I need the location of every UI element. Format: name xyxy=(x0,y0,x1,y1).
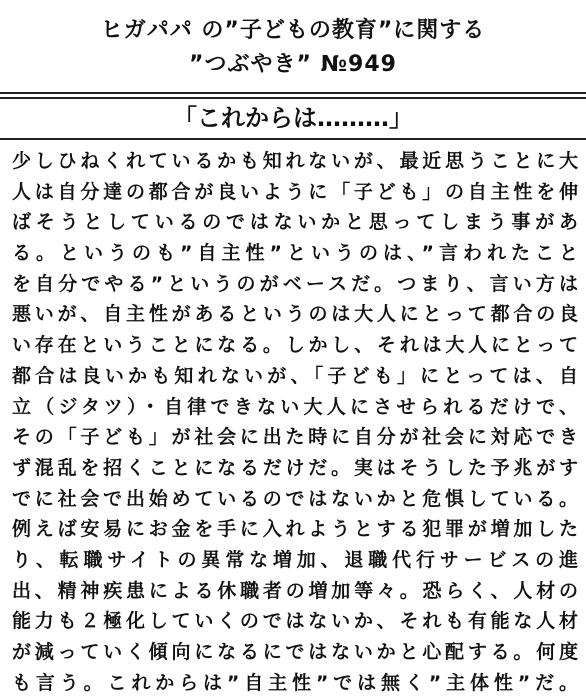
body-line: も言う。これからは”自主性”では無く”主体性”だ。 xyxy=(12,671,578,694)
body-line: でに社会で出始めているのではないかと危惧している。 xyxy=(12,487,578,510)
body-line: い存在ということになる。しかし、それは大人にとって xyxy=(12,334,578,357)
body-line: を自分でやる”というのがベースだ。つまり、言い方は xyxy=(12,272,578,295)
body-line: が減っていく傾向になるにではないかと心配する。何度 xyxy=(12,641,578,663)
body-line: 出、精神疾患による休職者の増加等々。恐らく、人材の xyxy=(12,579,578,602)
body-line: 都合は良いかも知れないが、「子ども」にとっては、自 xyxy=(12,364,578,387)
body-line: 人は自分達の都合が良いように「子ども」の自主性を伸 xyxy=(12,180,578,203)
header-divider-top xyxy=(0,92,586,94)
subtitle-divider xyxy=(0,138,586,140)
body-line: 少しひねくれているかも知れないが、最近思うことに大 xyxy=(12,150,578,172)
body-line: ず混乱を招くことになるだけだ。実はそうした予兆がす xyxy=(12,456,578,479)
page-header xyxy=(0,14,586,82)
body-line: その「子ども」が社会に出た時に自分が社会に対応でき xyxy=(12,426,578,449)
body-line: ばそうとしているのではないかと思ってしまう事があ xyxy=(12,211,578,234)
header-title-line-2: ”つぶやき” №949 xyxy=(189,52,397,77)
article-subtitle: 「これからは………」 xyxy=(173,104,413,132)
body-line: り、転職サイトの異常な増加、退職代行サービスの進 xyxy=(12,548,578,571)
body-line: 能力も２極化していくのではないか、それも有能な人材 xyxy=(12,610,578,633)
body-line: 立（ジタツ）・自律できない大人にさせられるだけで、 xyxy=(12,395,578,418)
body-line: 悪いが、自主性があるというのは大人にとって都合の良 xyxy=(12,303,578,326)
body-line: 例えば安易にお金を手に入れようとする犯罪が増加した xyxy=(12,518,578,541)
article-body xyxy=(12,146,578,698)
header-divider-bottom xyxy=(0,97,586,99)
body-line: る。というのも”自主性”というのは、”言われたこと xyxy=(12,242,578,265)
header-title-line-1: ヒガパパ の”子どもの教育”に関する xyxy=(100,18,486,43)
